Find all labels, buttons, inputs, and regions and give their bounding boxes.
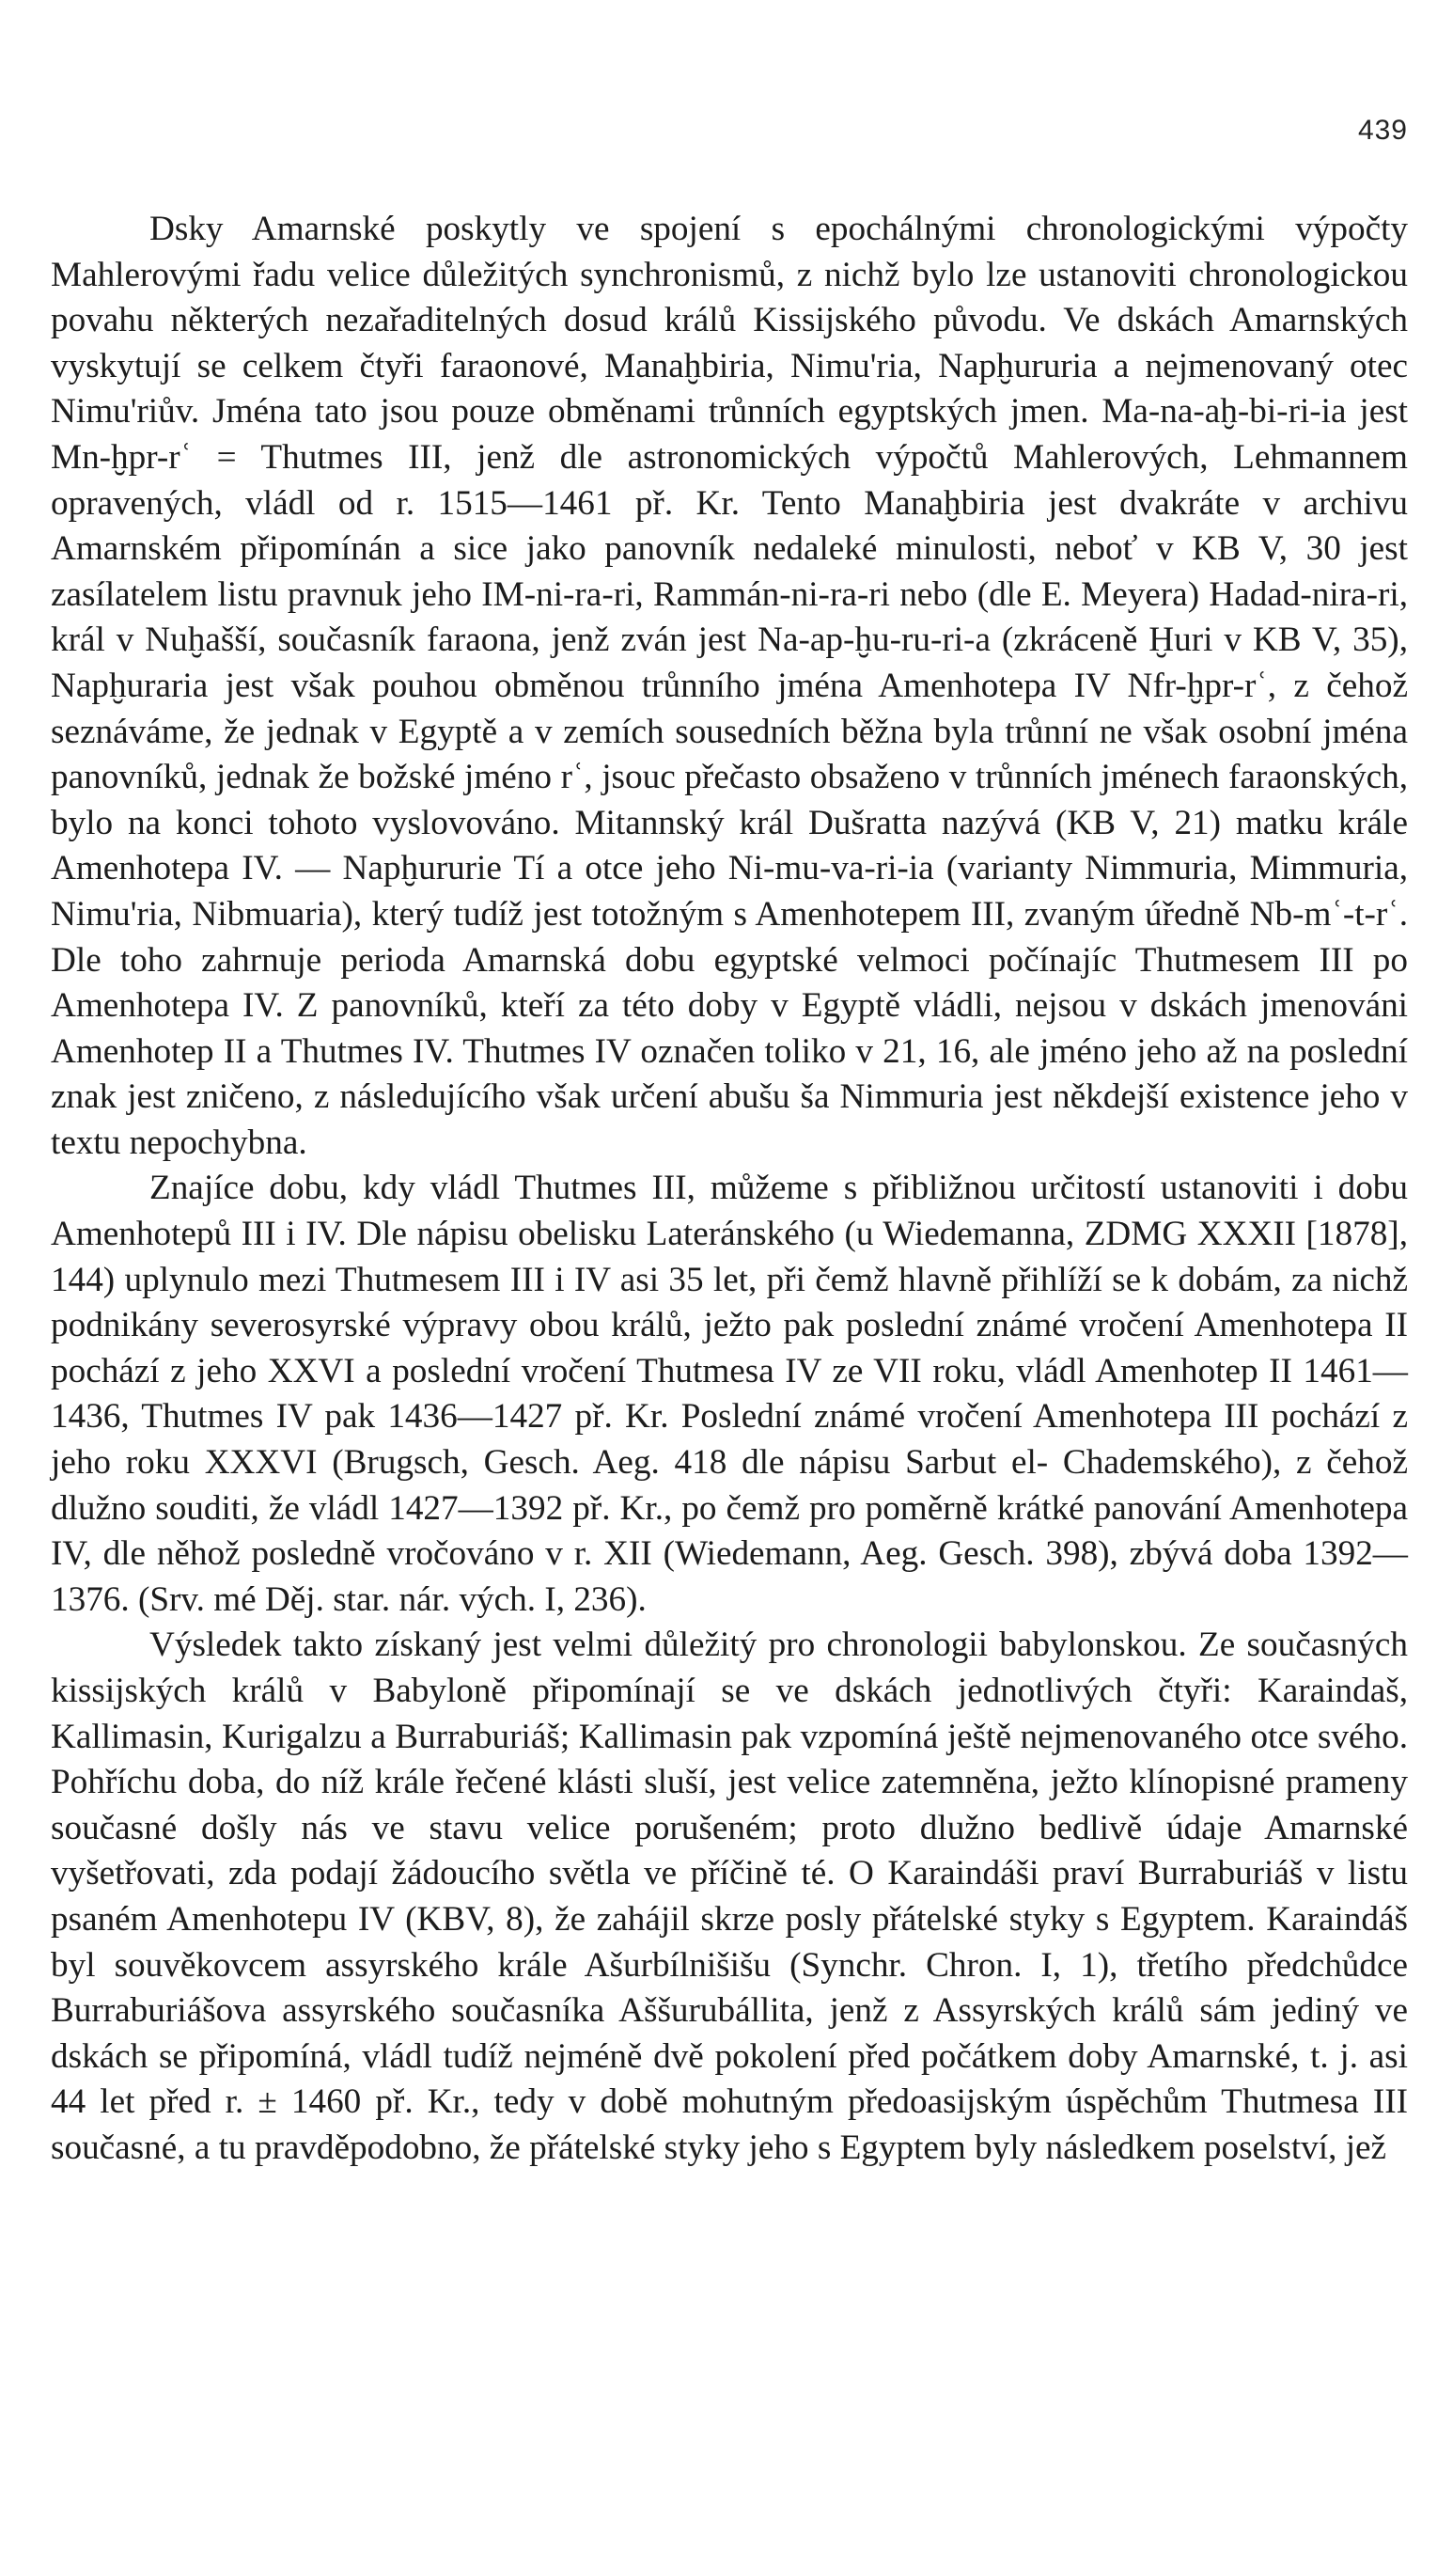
paragraph-2: Znajíce dobu, kdy vládl Thutmes III, můžeme s přibližnou určitostí ustanoviti i dobu Amenhotepů III i IV. Dle nápisu obelisku Lateránského (u Wiedemanna, ZDMG XXXII [1878], 144) uplynulo mezi Thutmesem III i IV asi 35 let, při čemž hlavně přihlíží se k dobám, za nichž podnikány severosyrské výpravy obou králů, ježto pak poslední známé vročení Amenhotepa II pochází z jeho XXVI a poslední vročení Thutmesa IV ze VII roku, vládl Amenhotep II 1461—1436, Thutmes IV pak 1436—1427 př. Kr. Poslední známé vročení Amenhotepa III pochází z jeho roku XXXVI (Brugsch, Gesch. Aeg. 418 dle nápisu Sarbut el- Chademského), z čehož dlužno souditi, že vládl 1427—1392 př. Kr., po čemž pro poměrně krátké panování Amenhotepa IV, dle něhož posledně vročováno v r. XII (Wiedemann, Aeg. Gesch. 398), zbývá doba 1392—1376. (Srv. mé Děj. star. nár. vých. I, 236). [51, 1169, 1408, 1619]
paragraph-3: Výsledek takto získaný jest velmi důležitý pro chronologii babylonskou. Ze současných kissijských králů v Babyloně připomínají se ve dskách jednotlivých čtyři: Karaindaš, Kallimasin, Kurigalzu a Burraburiáš; Kallimasin pak vzpomíná ještě nejmenovaného otce svého. Pohříchu doba, do níž krále řečené klásti sluší, jest velice zatemněna, ježto klínopisné prameny současné došly nás ve stavu velice porušeném; proto dlužno bedlivě údaje Amarnské vyšetřovati, zda podají žádoucího světla ve příčině té. O Karaindáši praví Burraburiáš v listu psaném Amenhotepu IV (KBV, 8), že zahájil skrze posly přátelské styky s Egyptem. Karaindáš byl souvěkovcem assyrského krále Ašurbílnišišu (Synchr. Chron. I, 1), třetího předchůdce Burraburiášova assyrského současníka Aššurubállita, jenž z Assyrských králů sám jediný ve dskách se připomíná, vládl tudíž nejméně dvě pokolení před počátkem doby Amarnské, t. j. asi 44 let před r. ± 1460 př. Kr., tedy v době mohutným předoasijským úspěchům Thutmesa III současné, a tu pravděpodobno, že přátelské styky jeho s Egyptem byly následkem poselství, jež [51, 1626, 1408, 2167]
paragraph-1: Dsky Amarnské poskytly ve spojení s epochálnými chronologickými výpočty Mahlerovými řadu velice důležitých synchronismů, z nichž bylo lze ustanoviti chronologickou povahu některých nezařaditelných dosud králů Kissijského původu. Ve dskách Amarnských vyskytují se celkem čtyři faraonové, Manaḫbiria, Nimu'ria, Napḫururia a nejmenovaný otec Nimu'riův. Jména tato jsou pouze obměnami trůnních egyptských jmen. Ma-na-aḫ-bi-ri-ia jest Mn-ḫpr-rʿ = Thutmes III, jenž dle astronomických výpočtů Mahlerových, Lehmannem opravených, vládl od r. 1515—1461 př. Kr. Tento Manaḫbiria jest dvakráte v archivu Amarnském připomínán a sice jako panovník nedaleké minulosti, neboť v KB V, 30 jest zasílatelem listu pravnuk jeho IM-ni-ra-ri, Rammán-ni-ra-ri nebo (dle E. Meyera) Hadad-nira-ri, král v Nuḫašší, současník faraona, jenž zván jest Na-ap-ḫu-ru-ri-a (zkráceně Ḫuri v KB V, 35), Napḫuraria jest však pouhou obměnou trůnního jména Amenhotepa IV Nfr-ḫpr-rʿ, z čehož seznáváme, že jednak v Egyptě a v zemích sousedních běžna byla trůnní ne však osobní jména panovníků, jednak že božské jméno rʿ, jsouc přečasto obsaženo v trůnních jménech faraonských, bylo na konci tohoto vyslovováno. Mitannský král Dušratta nazývá (KB V, 21) matku krále Amenhotepa IV. — Napḫururie Tí a otce jeho Ni-mu-va-ri-ia (varianty Nimmuria, Mimmuria, Nimu'ria, Nibmuaria), který tudíž jest totožným s Amenhotepem III, zvaným úředně Nb-mʿ-t-rʿ. Dle toho zahrnuje perioda Amarnská dobu egyptské velmoci počínajíc Thutmesem III po Amenhotepa IV. Z panovníků, kteří za této doby v Egyptě vládli, nejsou v dskách jmenováni Amenhotep II a Thutmes IV. Thutmes IV označen toliko v 21, 16, ale jméno jeho až na poslední znak jest zničeno, z následujícího však určení abušu ša Nimmuria jest někdejší existence jeho v textu nepochybna. [51, 210, 1408, 1162]
body-text [51, 207, 1408, 2172]
page-number: 439 [1357, 115, 1408, 146]
